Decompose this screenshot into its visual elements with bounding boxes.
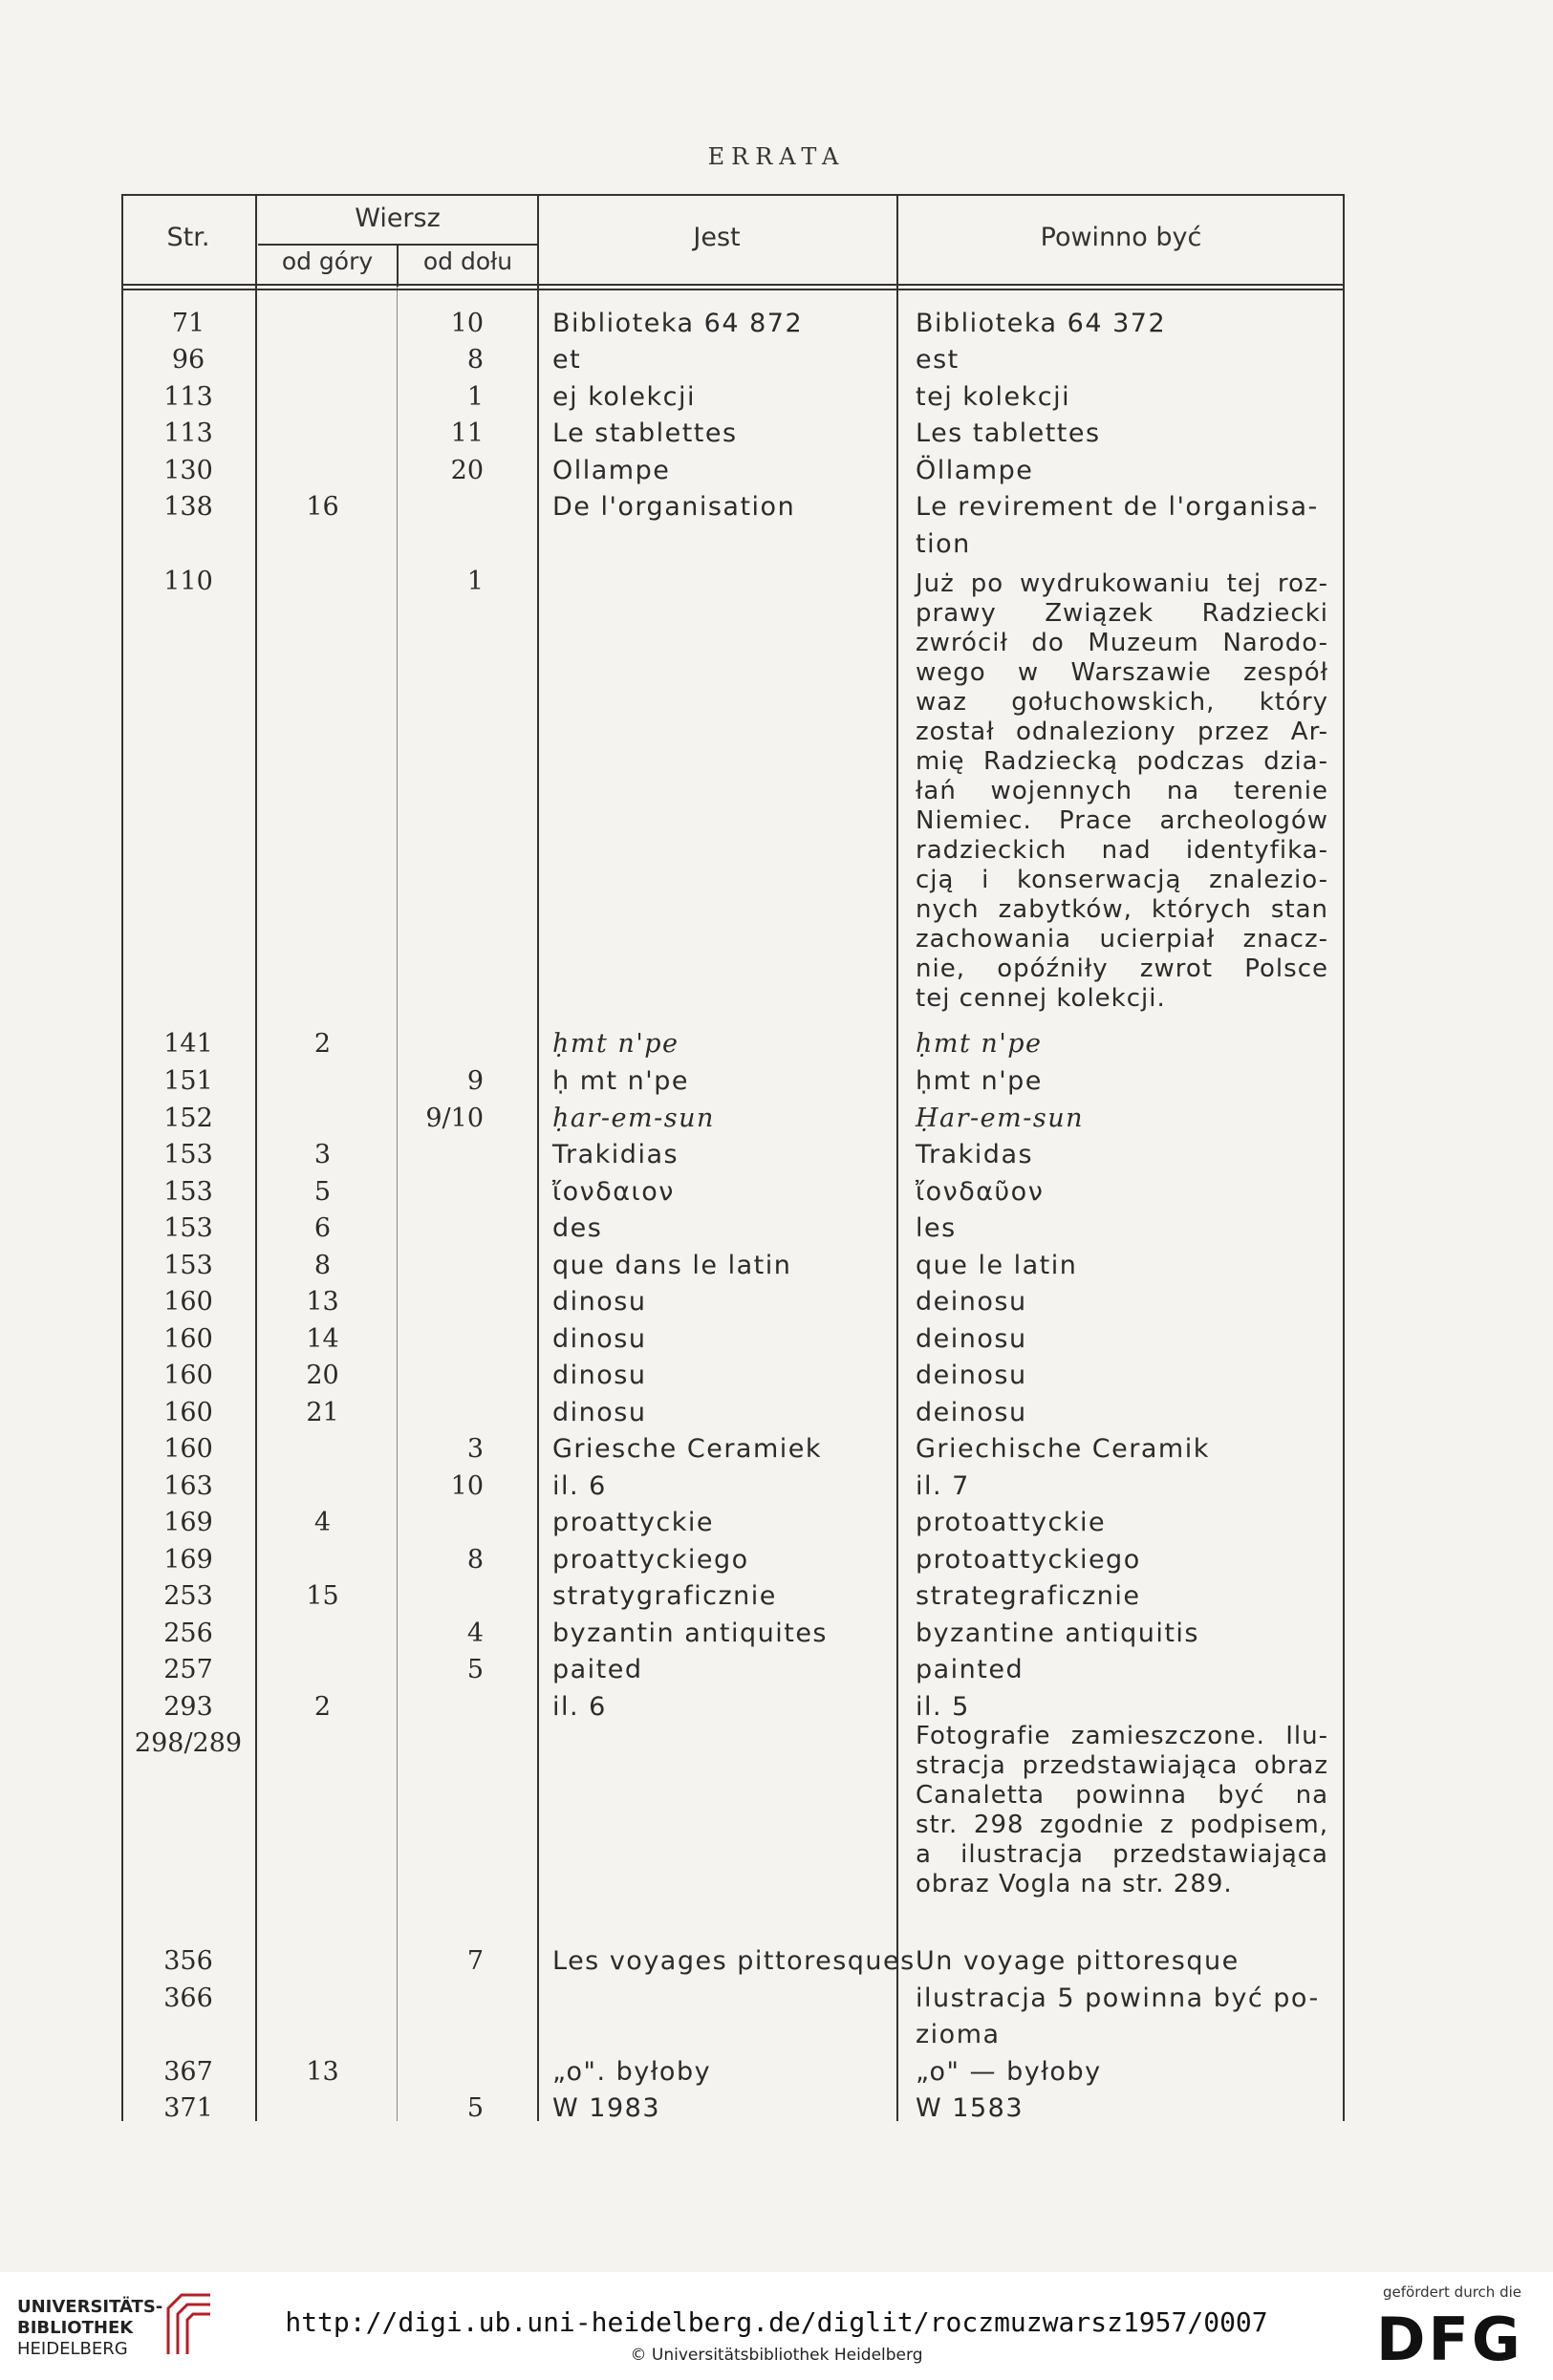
row-pow: tion	[916, 529, 971, 559]
row-str: 298/289	[134, 1728, 243, 1758]
row-jest: ḥar-em-sun	[552, 1104, 715, 1133]
row-gory: 2	[313, 1029, 332, 1059]
note-line: nych zabytków, których stan	[916, 895, 1328, 924]
row-str: 141	[163, 1029, 213, 1059]
note-line: tej cennej kolekcji.	[916, 984, 1166, 1013]
row-dolu: 5	[466, 2093, 484, 2123]
row-gory: 3	[313, 1140, 332, 1169]
row-str: 356	[163, 1946, 213, 1976]
page-title: ERRATA	[707, 143, 846, 170]
row-gory: 21	[306, 1398, 339, 1427]
row-jest: byzantin antiquites	[552, 1619, 828, 1648]
note-line: mię Radziecką podczas dzia-	[916, 747, 1328, 776]
row-jest: dinosu	[552, 1398, 647, 1427]
row-dolu: 10	[450, 309, 484, 338]
row-dolu: 10	[450, 1471, 484, 1501]
row-gory: 6	[313, 1213, 332, 1243]
row-jest: ἴονδαιον	[552, 1177, 675, 1207]
column-divider	[255, 194, 257, 2121]
row-jest: ḥmt n'pe	[552, 1029, 679, 1059]
column-divider	[537, 194, 539, 2121]
row-gory: 13	[306, 1287, 339, 1317]
row-pow: deinosu	[916, 1324, 1027, 1354]
row-pow: byzantine antiquitis	[916, 1619, 1199, 1648]
row-pow: il. 5	[916, 1692, 970, 1722]
row-jest: „o". byłoby	[552, 2057, 712, 2087]
row-str: 366	[163, 1983, 213, 2013]
row-dolu: 4	[466, 1619, 484, 1648]
note-line: stracja przedstawiająca obraz	[916, 1751, 1328, 1780]
row-dolu: 11	[450, 418, 484, 448]
source-url[interactable]: http://digi.ub.uni-heidelberg.de/diglit/roczmuzwarsz1957/0007	[285, 2306, 1268, 2338]
row-str: 163	[163, 1471, 213, 1501]
note-line: zachowania ucierpiał znacz-	[916, 925, 1328, 954]
row-jest: De l'organisation	[552, 492, 796, 522]
row-gory: 15	[306, 1581, 339, 1611]
row-jest: il. 6	[552, 1692, 607, 1722]
row-jest: il. 6	[552, 1471, 607, 1501]
row-dolu: 1	[466, 567, 484, 596]
row-gory: 8	[313, 1251, 332, 1280]
note-line: zwrócił do Muzeum Narodo-	[916, 629, 1328, 657]
row-pow: zioma	[916, 2020, 1001, 2049]
row-jest: stratygraficznie	[552, 1581, 777, 1611]
row-pow: Trakidas	[916, 1140, 1034, 1169]
row-str: 153	[163, 1177, 213, 1207]
row-str: 160	[163, 1398, 213, 1427]
row-jest: Trakidias	[552, 1140, 679, 1169]
row-dolu: 8	[466, 1545, 484, 1575]
header-powinno: Powinno być	[1040, 223, 1202, 252]
header-bottom-rule	[121, 284, 1345, 286]
row-jest: proattyckiego	[552, 1545, 749, 1575]
copyright-text: © Universitätsbibliothek Heidelberg	[630, 2346, 923, 2365]
row-jest: que dans le latin	[552, 1251, 792, 1280]
row-pow: deinosu	[916, 1398, 1027, 1427]
row-str: 113	[163, 418, 213, 448]
row-jest: W 1983	[552, 2093, 660, 2123]
row-jest: paited	[552, 1655, 643, 1684]
row-str: 367	[163, 2057, 213, 2087]
row-pow: Griechische Ceramik	[916, 1434, 1210, 1464]
note-paragraph-110	[916, 569, 1328, 1014]
row-pow: ilustracja 5 powinna być po-	[916, 1983, 1320, 2013]
row-pow: „o" — byłoby	[916, 2057, 1102, 2087]
column-divider	[896, 194, 898, 2121]
row-dolu: 7	[466, 1946, 484, 1976]
row-pow: painted	[916, 1655, 1025, 1684]
row-str: 153	[163, 1213, 213, 1243]
note-line: str. 298 zgodnie z podpisem,	[916, 1811, 1328, 1839]
row-jest: dinosu	[552, 1324, 647, 1354]
header-od-dolu: od dołu	[422, 247, 513, 275]
row-dolu: 9/10	[425, 1104, 484, 1133]
note-line: radzieckich nad identyfika-	[916, 836, 1328, 865]
row-pow: deinosu	[916, 1287, 1027, 1317]
note-line: łań wojennych na terenie	[916, 777, 1328, 805]
row-gory: 4	[313, 1508, 332, 1537]
note-line: Canaletta powinna być na	[916, 1781, 1328, 1810]
row-str: 160	[163, 1434, 213, 1464]
row-dolu: 1	[466, 382, 484, 412]
row-jest: Ollampe	[552, 456, 671, 485]
library-name-line1: UNIVERSITÄTS-	[17, 2297, 163, 2317]
row-gory: 16	[306, 492, 339, 522]
row-pow: Biblioteka 64 372	[916, 309, 1167, 338]
row-pow: Le revirement de l'organisa-	[916, 492, 1319, 522]
header-divider	[258, 244, 537, 246]
row-jest: ej kolekcji	[552, 382, 696, 412]
row-pow: protoattyckie	[916, 1508, 1107, 1537]
row-str: 138	[163, 492, 213, 522]
row-str: 151	[163, 1066, 213, 1096]
row-str: 130	[163, 456, 213, 485]
header-jest: Jest	[693, 223, 741, 252]
row-jest: Griesche Ceramiek	[552, 1434, 823, 1464]
header-bottom-rule	[121, 289, 1345, 290]
note-line: nie, opóźniły zwrot Polsce	[916, 954, 1328, 983]
row-pow: strategraficznie	[916, 1581, 1141, 1611]
row-str: 371	[163, 2093, 213, 2123]
row-pow: tej kolekcji	[916, 382, 1071, 412]
note-line: waz gołuchowskich, który	[916, 688, 1328, 717]
header-wiersz: Wiersz	[355, 204, 441, 233]
row-pow: il. 7	[916, 1471, 970, 1501]
row-gory: 13	[306, 2057, 339, 2087]
row-pow: Un voyage pittoresque	[916, 1946, 1240, 1976]
row-gory: 14	[306, 1324, 339, 1354]
row-str: 153	[163, 1251, 213, 1280]
row-pow: W 1583	[916, 2093, 1024, 2123]
row-pow: deinosu	[916, 1361, 1027, 1390]
library-name-line3: HEIDELBERG	[17, 2339, 128, 2359]
note-paragraph-298	[916, 1722, 1328, 1899]
row-str: 169	[163, 1545, 213, 1575]
note-line: Niemiec. Prace archeologów	[916, 806, 1328, 835]
row-str: 256	[163, 1619, 213, 1648]
row-str: 71	[171, 309, 205, 338]
row-pow: est	[916, 345, 960, 375]
row-dolu: 9	[466, 1066, 484, 1096]
row-pow: Les tablettes	[916, 418, 1101, 448]
row-pow: Ḥar-em-sun	[916, 1104, 1085, 1133]
row-pow: protoattyckiego	[916, 1545, 1141, 1575]
row-str: 160	[163, 1361, 213, 1390]
column-divider	[397, 287, 398, 2121]
row-jest: Biblioteka 64 872	[552, 309, 804, 338]
row-gory: 20	[306, 1361, 339, 1390]
row-dolu: 20	[450, 456, 484, 485]
note-line: obraz Vogla na str. 289.	[916, 1870, 1233, 1898]
note-line: wego w Warszawie zespół	[916, 658, 1328, 687]
row-jest: et	[552, 345, 582, 375]
funding-note: gefördert durch die	[1383, 2284, 1521, 2301]
row-gory: 5	[313, 1177, 332, 1207]
row-jest: dinosu	[552, 1361, 647, 1390]
note-line: został odnaleziony przez Ar-	[916, 718, 1328, 746]
row-str: 253	[163, 1581, 213, 1611]
row-dolu: 3	[466, 1434, 484, 1464]
row-str: 160	[163, 1324, 213, 1354]
dfg-logo: DFG	[1376, 2305, 1523, 2374]
row-str: 153	[163, 1140, 213, 1169]
row-dolu: 5	[466, 1655, 484, 1684]
row-str: 96	[171, 345, 205, 375]
row-str: 169	[163, 1508, 213, 1537]
row-jest: ḥ mt n'pe	[552, 1066, 689, 1096]
row-str: 293	[163, 1692, 213, 1722]
row-pow: que le latin	[916, 1251, 1078, 1280]
note-line: Fotografie zamieszczone. Ilu-	[916, 1722, 1328, 1750]
row-jest: dinosu	[552, 1287, 647, 1317]
note-line: Już po wydrukowaniu tej roz-	[916, 569, 1328, 598]
note-line: a ilustracja przedstawiająca	[916, 1840, 1328, 1869]
row-pow: ḥmt n'pe	[916, 1029, 1043, 1059]
row-jest: Les voyages pittoresques	[552, 1946, 916, 1976]
row-pow: ḥmt n'pe	[916, 1066, 1043, 1096]
row-pow: ἴονδαῦον	[916, 1177, 1045, 1207]
row-str: 152	[163, 1104, 213, 1133]
row-jest: des	[552, 1213, 603, 1243]
row-str: 257	[163, 1655, 213, 1684]
row-str: 160	[163, 1287, 213, 1317]
header-str: Str.	[166, 223, 210, 252]
row-pow: les	[916, 1213, 957, 1243]
row-pow: Öllampe	[916, 456, 1034, 485]
note-line: cją i konserwacją znalezio-	[916, 866, 1328, 894]
note-line: prawy Związek Radziecki	[916, 599, 1328, 628]
row-str: 113	[163, 382, 213, 412]
row-str: 110	[163, 567, 213, 596]
header-od-gory: od góry	[281, 247, 374, 275]
row-dolu: 8	[466, 345, 484, 375]
row-jest: proattyckie	[552, 1508, 714, 1537]
row-jest: Le stablettes	[552, 418, 738, 448]
row-gory: 2	[313, 1692, 332, 1722]
library-name-line2: BIBLIOTHEK	[17, 2318, 134, 2338]
